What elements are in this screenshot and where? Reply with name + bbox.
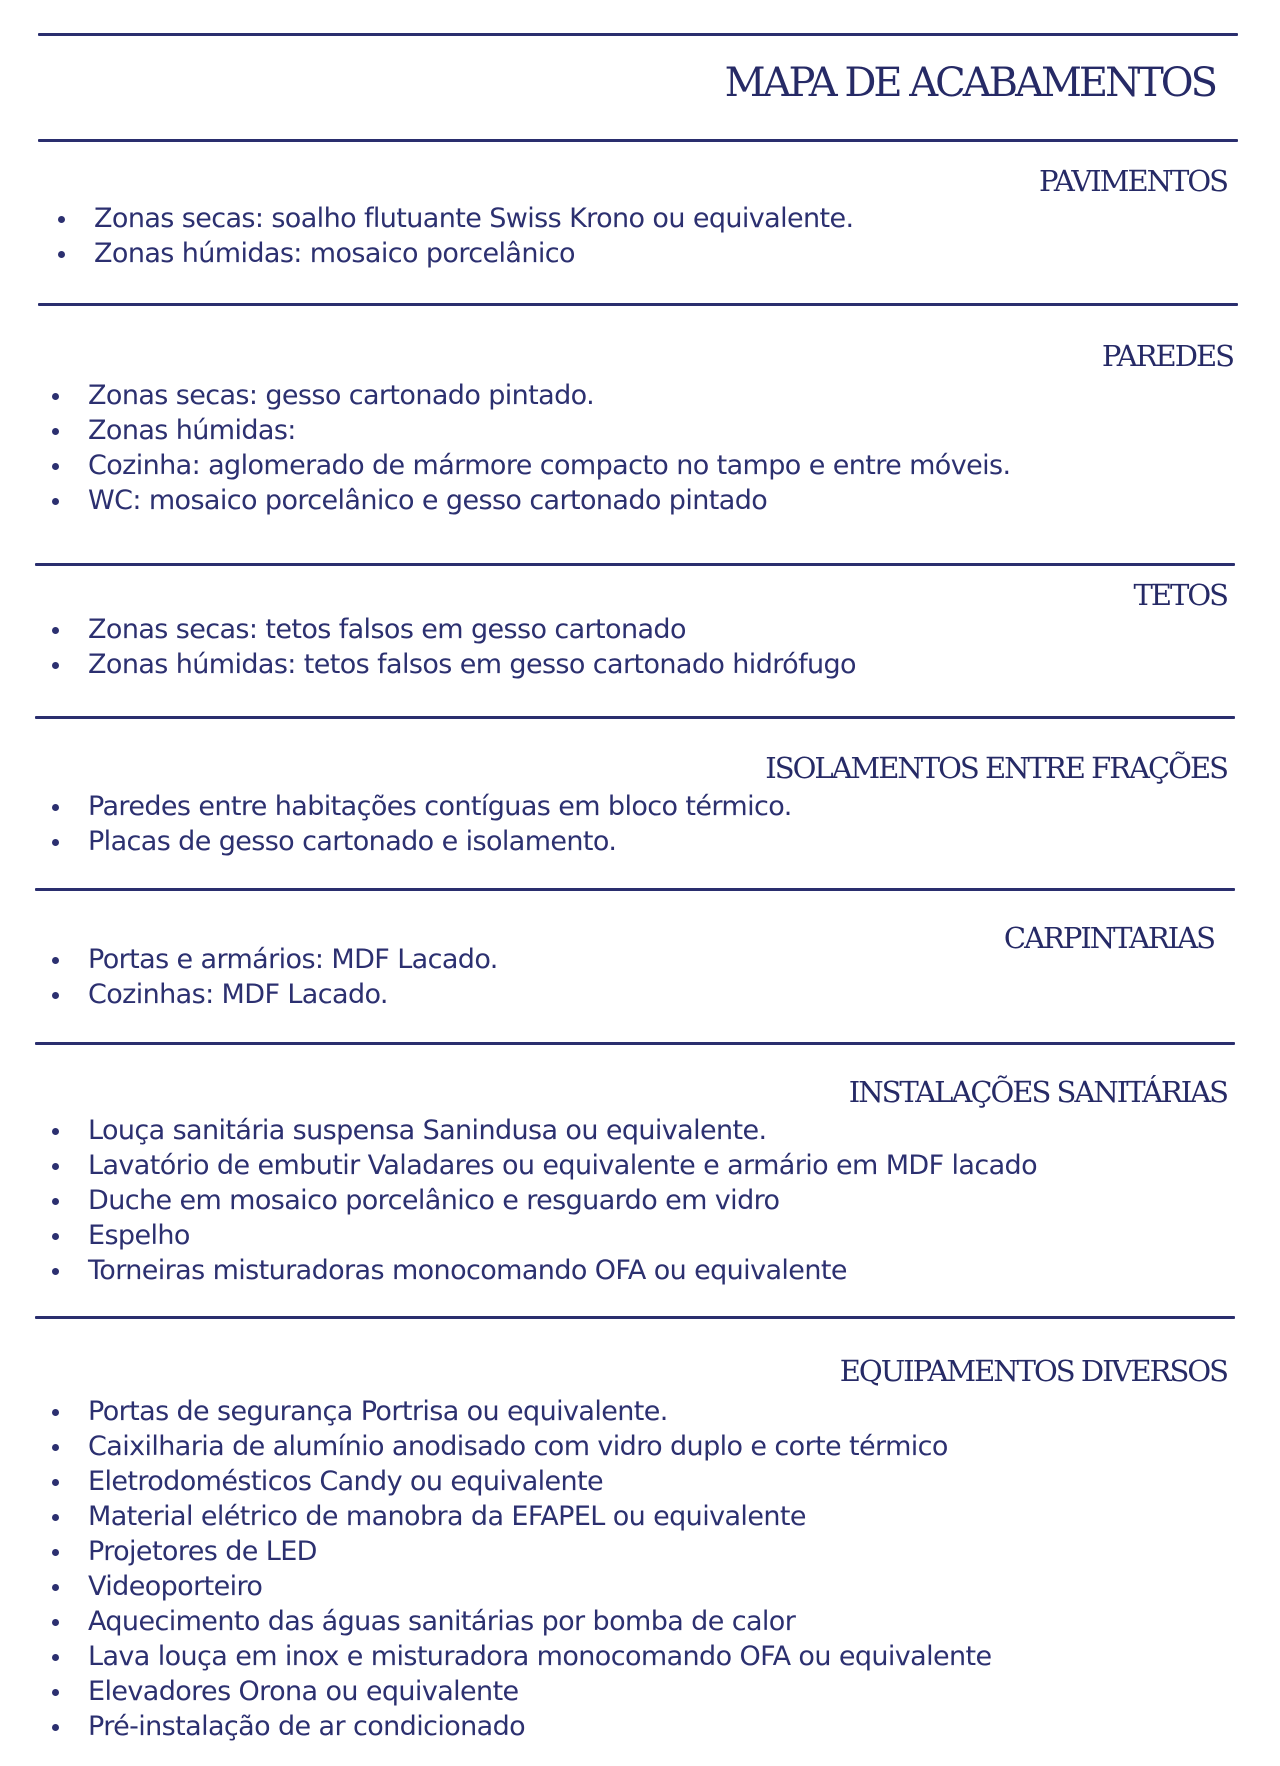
list-pavimentos [58, 201, 854, 271]
list-item: Zonas húmidas: [52, 413, 1010, 448]
list-item: Portas de segurança Portrisa ou equivalente. [52, 1394, 992, 1429]
list-equipamentos-diversos [52, 1394, 992, 1744]
list-item: Louça sanitária suspensa Sanindusa ou equivalente. [52, 1113, 1037, 1148]
list-item: Lava louça em inox e misturadora monocomando OFA ou equivalente [52, 1639, 992, 1674]
list-item: Zonas secas: gesso cartonado pintado. [52, 378, 1010, 413]
list-item: Cozinhas: MDF Lacado. [52, 977, 498, 1012]
list-tetos [52, 612, 856, 682]
divider [35, 1316, 1235, 1319]
divider [38, 139, 1238, 142]
section-heading-instalacoes-sanitarias: INSTALAÇÕES SANITÁRIAS [848, 1075, 1227, 1109]
section-heading-tetos: TETOS [1133, 578, 1227, 612]
list-carpintarias [52, 942, 498, 1012]
page-title: MAPA DE ACABAMENTOS [724, 60, 1215, 106]
list-item: WC: mosaico porcelânico e gesso cartonado pintado [52, 483, 1010, 518]
list-item: Duche em mosaico porcelânico e resguardo em vidro [52, 1183, 1037, 1218]
list-item: Aquecimento das águas sanitárias por bomba de calor [52, 1604, 992, 1639]
divider [35, 563, 1235, 566]
list-instalacoes-sanitarias [52, 1113, 1037, 1288]
divider [35, 1042, 1235, 1045]
divider [38, 33, 1238, 36]
list-item: Portas e armários: MDF Lacado. [52, 942, 498, 977]
list-item: Projetores de LED [52, 1534, 992, 1569]
list-item: Zonas secas: tetos falsos em gesso cartonado [52, 612, 856, 647]
list-item: Cozinha: aglomerado de mármore compacto no tampo e entre móveis. [52, 448, 1010, 483]
list-item: Caixilharia de alumínio anodisado com vidro duplo e corte térmico [52, 1429, 992, 1464]
list-item: Zonas húmidas: tetos falsos em gesso cartonado hidrófugo [52, 647, 856, 682]
list-paredes [52, 378, 1010, 518]
list-item: Zonas secas: soalho flutuante Swiss Krono ou equivalente. [58, 201, 854, 236]
list-item: Paredes entre habitações contíguas em bloco térmico. [52, 789, 792, 824]
list-item: Lavatório de embutir Valadares ou equivalente e armário em MDF lacado [52, 1148, 1037, 1183]
list-item: Elevadores Orona ou equivalente [52, 1674, 992, 1709]
section-heading-pavimentos: PAVIMENTOS [1039, 164, 1227, 198]
section-heading-carpintarias: CARPINTARIAS [1003, 921, 1214, 955]
divider [35, 888, 1235, 891]
list-item: Videoporteiro [52, 1569, 992, 1604]
list-item: Placas de gesso cartonado e isolamento. [52, 824, 792, 859]
section-heading-equipamentos-diversos: EQUIPAMENTOS DIVERSOS [839, 1354, 1227, 1388]
divider [35, 716, 1235, 719]
section-heading-isolamentos: ISOLAMENTOS ENTRE FRAÇÕES [765, 751, 1227, 785]
section-heading-paredes: PAREDES [1101, 339, 1233, 373]
list-item: Pré-instalação de ar condicionado [52, 1709, 992, 1744]
list-isolamentos [52, 789, 792, 859]
list-item: Material elétrico de manobra da EFAPEL ou equivalente [52, 1499, 992, 1534]
list-item: Eletrodomésticos Candy ou equivalente [52, 1464, 992, 1499]
list-item: Torneiras misturadoras monocomando OFA ou equivalente [52, 1253, 1037, 1288]
divider [38, 303, 1238, 306]
list-item: Espelho [52, 1218, 1037, 1253]
list-item: Zonas húmidas: mosaico porcelânico [58, 236, 854, 271]
